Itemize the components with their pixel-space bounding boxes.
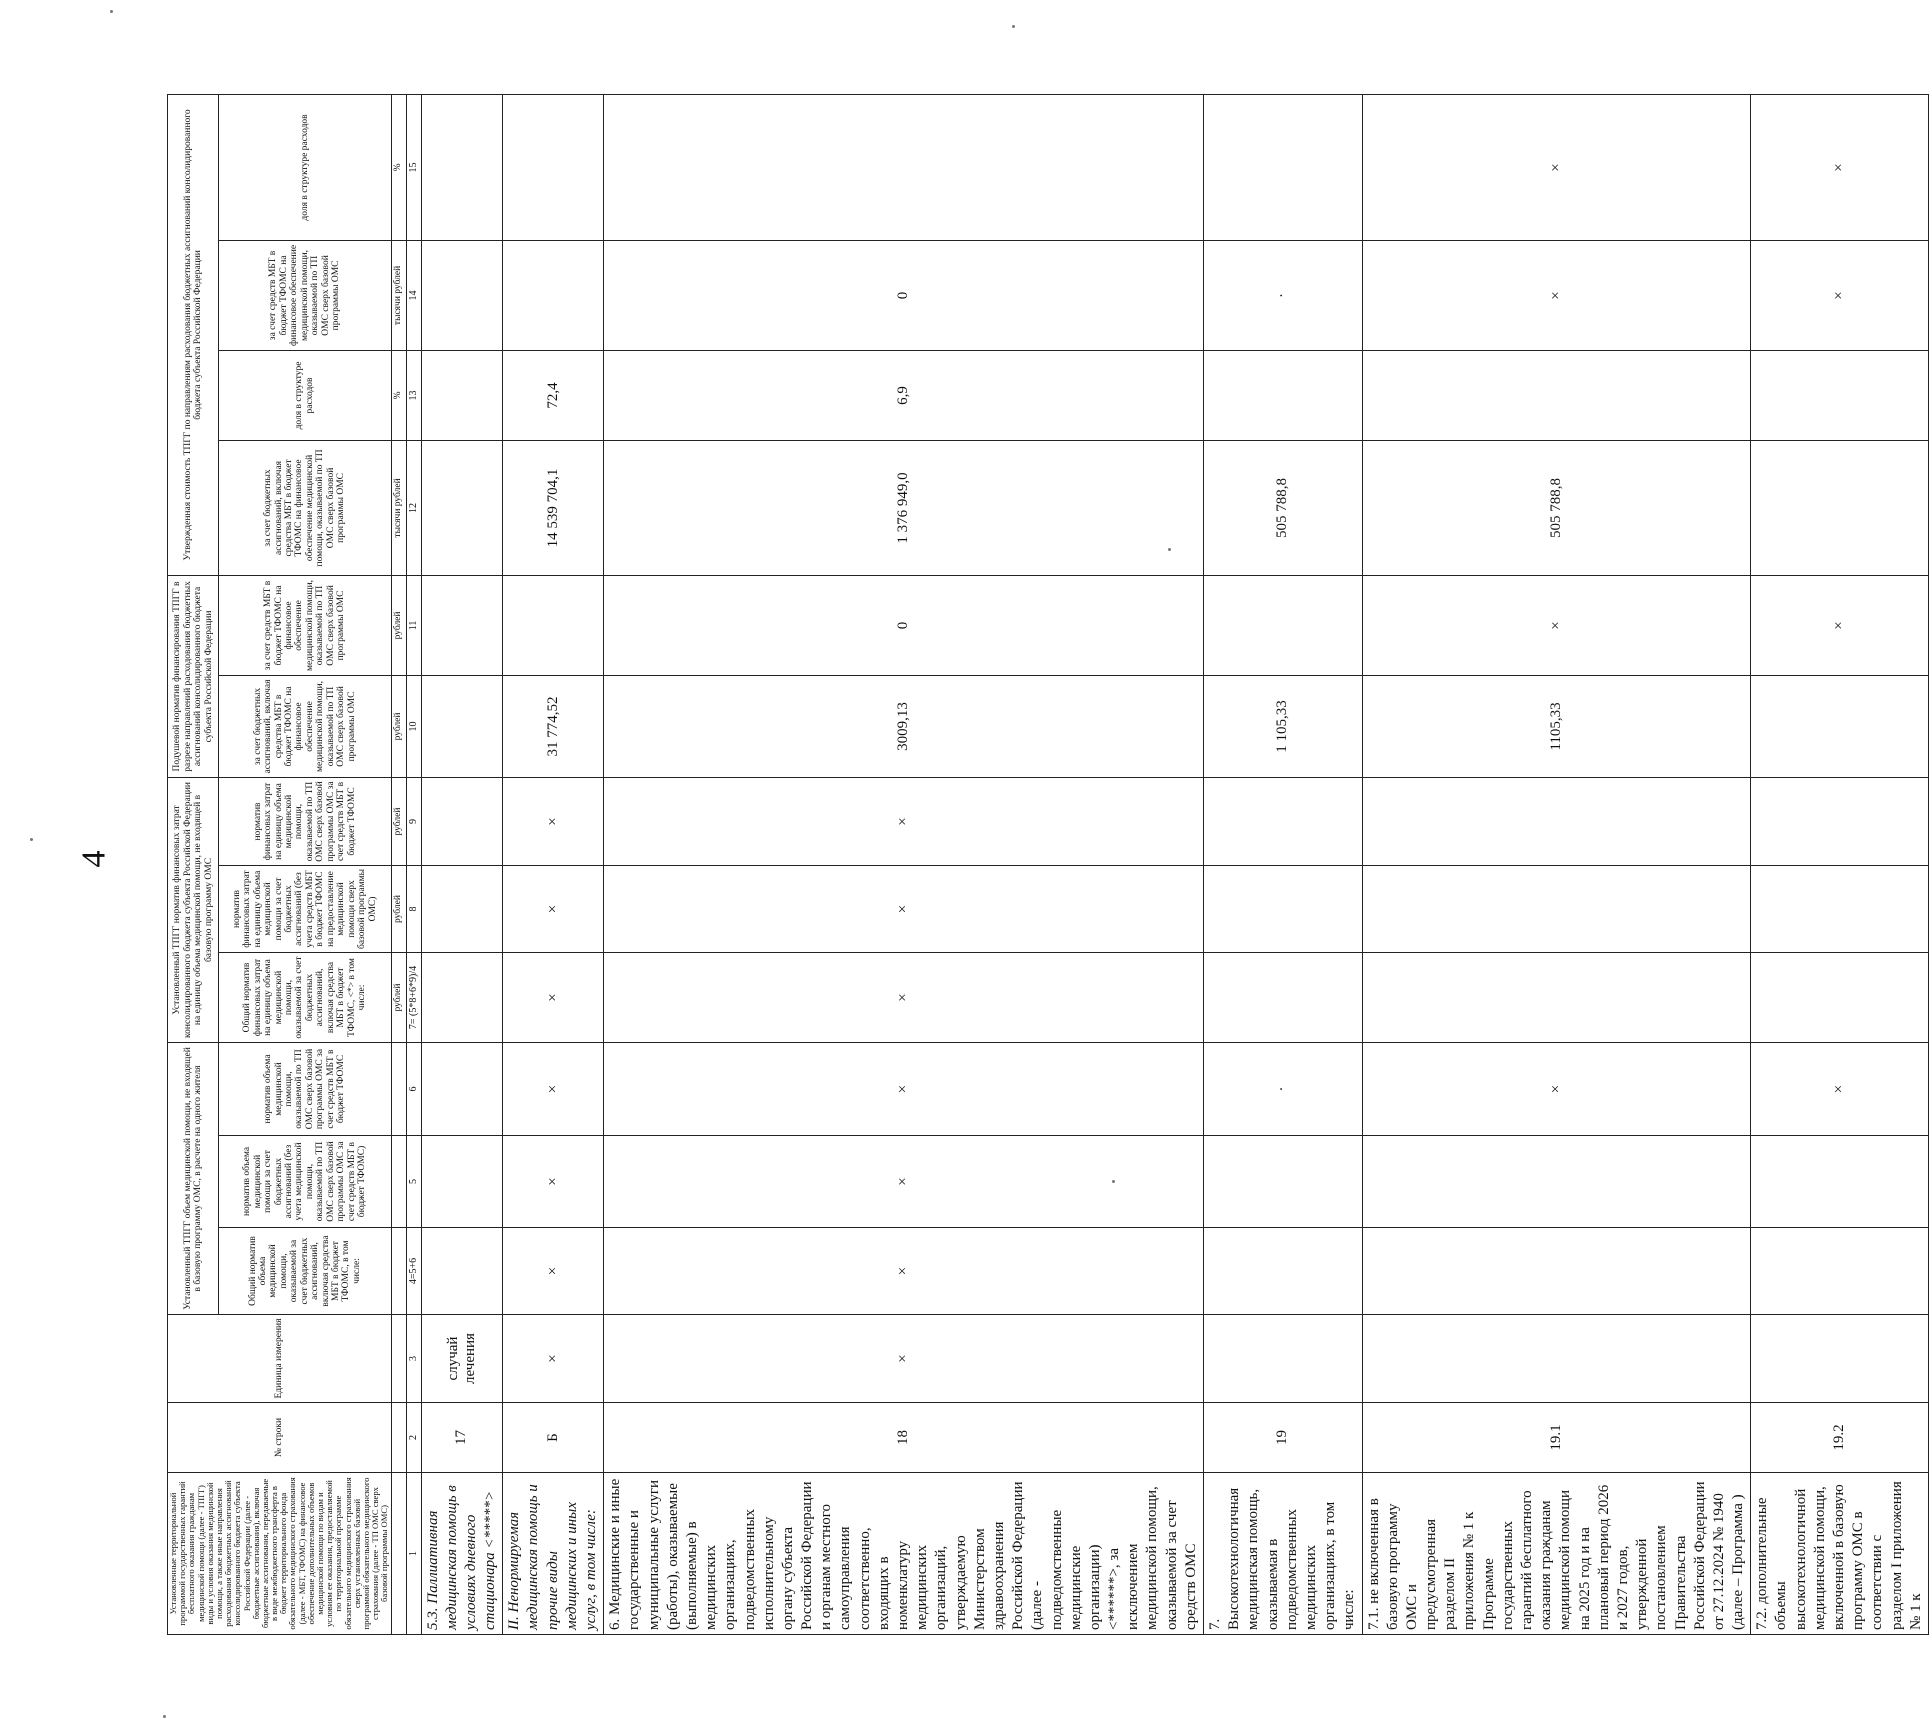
value-cell [1751,1136,1929,1228]
unit-cell [391,1403,406,1473]
row-unit [1362,1315,1751,1403]
unit-cell: % [391,94,406,240]
value-cell: 1 376 949,0 [604,440,1204,575]
header-col-11: за счет средств МБТ в бюджет ТФОМС на финансовое обеспечение медицинской помощи, оказываемой по ТП ОМС сверх базовой программы ОМС [219,575,391,675]
value-cell: × [1751,575,1929,675]
value-cell [1751,953,1929,1043]
column-number: 1 [406,1473,421,1635]
value-cell [1751,777,1929,865]
column-number: 3 [406,1315,421,1403]
value-cell: × [503,866,604,953]
units-row [391,94,406,1634]
value-cell [1204,94,1363,240]
row-number: 19 [1204,1403,1363,1473]
value-cell: × [503,1136,604,1228]
column-number: 10 [406,675,421,777]
value-cell: 0 [604,240,1204,350]
value-cell: · [1204,240,1363,350]
row-label: 5.3. Паллиативная медицинская помощь в условиях дневного стационара <*****> [421,1473,503,1635]
header-col-5: норматив объема медицинской помощи за счет бюджетных ассигнований (без учета медицинской помощи, оказываемой по ТП ОМС сверх базовой программы ОМС за счет средств МБТ в бюджет ТФОМС) [219,1136,391,1228]
value-cell [503,240,604,350]
value-cell [503,575,604,675]
value-cell [421,1228,503,1315]
value-cell: 72,4 [503,350,604,440]
row-number: 19.1 [1362,1403,1751,1473]
header-group-volume: Установленный ТПГГ объем медицинской помощи, не входящей в базовую программу ОМС, в расчете на одного жителя [168,1043,219,1315]
value-cell: × [604,1228,1204,1315]
value-cell: 505 788,8 [1362,440,1751,575]
value-cell: × [1751,240,1929,350]
value-cell [1362,1228,1751,1315]
column-numbers-row [406,94,421,1634]
value-cell: 505 788,8 [1204,440,1363,575]
unit-cell: рублей [391,675,406,777]
value-cell [1204,350,1363,440]
value-cell [421,94,503,240]
table-row [1204,94,1363,1634]
value-cell [1204,866,1363,953]
header-col-7: Общий норматив финансовых затрат на единицу объема медицинской помощи, оказываемой за счет бюджетных ассигнований, включая средства МБТ в бюджет ТФОМС, <*> в том числе: [219,953,391,1043]
financing-table [167,94,1929,1635]
column-number: 5 [406,1136,421,1228]
header-group-norm: Установленный ТПГГ норматив финансовых затрат консолидированного бюджета субъекта Российской Федерации на единицу объема медицинской помощи, не входящей в базовую программу ОМС [168,777,219,1042]
value-cell [421,1043,503,1136]
row-label: II. Ненормируемая медицинская помощь и прочие виды медицинских и иных услуг, в том числе: [503,1473,604,1635]
row-number: 19.2 [1751,1403,1929,1473]
row-unit: × [503,1315,604,1403]
value-cell [421,350,503,440]
unit-cell [391,1315,406,1403]
value-cell: × [1362,240,1751,350]
value-cell [1204,575,1363,675]
column-number: 11 [406,575,421,675]
unit-cell: рублей [391,575,406,675]
value-cell: 31 774,52 [503,675,604,777]
value-cell: 3009,13 [604,675,1204,777]
header-col-8: норматив финансовых затрат на единицу объема медицинской помощи за счет бюджетных ассигнований (без учета средств МБТ в бюджет ТФОМС на предоставление медицинской помощи сверх базовой программы ОМС) [219,866,391,953]
value-cell [1204,1228,1363,1315]
value-cell: · [1204,1043,1363,1136]
table-row [421,94,503,1634]
value-cell: × [503,1228,604,1315]
value-cell [604,94,1204,240]
value-cell [421,866,503,953]
value-cell: 1105,33 [1362,675,1751,777]
value-cell: 1 105,33 [1204,675,1363,777]
value-cell [1751,866,1929,953]
row-label: 6. Медицинские и иные государственные и муниципальные услуги (работы), оказываемые (выполняемые) в медицинских организациях, подведомственных исполнительному органу субъекта Российской Федерации и органам местного самоуправления соответственно, входящих в номенклатуру медицинских организаций, утверждаемую Министерством здравоохранения Российской Федерации (далее - подведомственные медицинские организации) <******>, за исключением медицинской помощи, оказываемой за счет средств ОМС [604,1473,1204,1635]
value-cell: × [1751,94,1929,240]
scan-speck [1012,25,1015,28]
value-cell [503,94,604,240]
value-cell [421,575,503,675]
row-label: 7. Высокотехнологичная медицинская помощь, оказываемая в подведомственных медицинских организациях, в том числе: [1204,1473,1363,1635]
row-label: 7.1. не включенная в базовую программу ОМС и предусмотренная разделом II приложения № 1 к Программе государственных гарантий бесплатного оказания гражданам медицинской помощи на 2025 год и на плановый период 2026 и 2027 годов, утвержденной постановлением Правительства Российской Федерации от 27.12.2024 № 1940 (далее – Программа ) [1362,1473,1751,1635]
unit-cell: рублей [391,866,406,953]
value-cell: × [604,953,1204,1043]
column-number: 9 [406,777,421,865]
header-unit: Единица измерения [168,1315,392,1403]
scan-speck [110,10,113,13]
row-unit: случай лечения [421,1315,503,1403]
column-number: 15 [406,94,421,240]
row-label: 7.2. дополнительные объемы высокотехнологичной медицинской помощи, включенной в базовую программу ОМС в соответствии с разделом I приложения № 1 к [1751,1473,1929,1635]
unit-cell: % [391,350,406,440]
column-number: 14 [406,240,421,350]
header-row-no: № строки [168,1403,392,1473]
header-col-12: за счет бюджетных ассигнований, включая средства МБТ в бюджет ТФОМС на финансовое обеспечение медицинской помощи, оказываемой по ТП ОМС сверх базовой программы ОМС [219,440,391,575]
unit-cell [391,1473,406,1635]
value-cell: × [604,1136,1204,1228]
value-cell: 0 [604,575,1204,675]
value-cell [1362,350,1751,440]
unit-cell: рублей [391,953,406,1043]
value-cell: × [503,953,604,1043]
value-cell: × [1751,1043,1929,1136]
value-cell: × [604,866,1204,953]
table-row [1362,94,1751,1634]
column-number: 8 [406,866,421,953]
table-row [604,94,1204,1634]
table-row [1751,94,1929,1634]
header-col-6: норматив объема медицинской помощи, оказываемой по ТП ОМС сверх базовой программы ОМС за счет средств МБТ в бюджет ТФОМС [219,1043,391,1136]
column-number: 13 [406,350,421,440]
value-cell [1204,777,1363,865]
scan-speck [30,838,33,841]
header-col-9: норматив финансовых затрат на единицу объема медицинской помощи, оказываемой по ТП ОМС сверх базовой программы ОМС за счет средств МБТ в бюджет ТФОМС [219,777,391,865]
value-cell [421,953,503,1043]
header-row-groups [168,94,219,1634]
header-col-13: доля в структуре расходов [219,350,391,440]
value-cell [1751,1228,1929,1315]
value-cell [1751,350,1929,440]
scan-speck [1168,548,1171,551]
value-cell [1204,953,1363,1043]
header-group-per-capita: Подушевой норматив финансирования ТПГГ в разрезе направлений расходования бюджетных ассигнований консолидированного бюджета субъекта Российской Федерации [168,575,219,777]
scan-speck [163,1715,166,1718]
header-col-10: за счет бюджетных ассигнований, включая средства МБТ в бюджет ТФОМС на финансовое обеспечение медицинской помощи, оказываемой по ТП ОМС сверх базовой программы ОМС [219,675,391,777]
value-cell: × [1362,1043,1751,1136]
value-cell [1751,440,1929,575]
column-number: 2 [406,1403,421,1473]
value-cell: × [503,777,604,865]
row-number: 18 [604,1403,1204,1473]
value-cell [421,240,503,350]
value-cell: × [604,1043,1204,1136]
value-cell [421,675,503,777]
value-cell [421,1136,503,1228]
header-col-14: за счет средств МБТ в бюджет ТФОМС на финансовое обеспечение медицинской помощи, оказываемой по ТП ОМС сверх базовой программы ОМС [219,240,391,350]
page-number: 4 [75,850,113,868]
header-stub: Установленные территориальной программой государственных гарантий бесплатного оказания гражданам медицинской помощи (далее - ТПГГ) виды и условия оказания медицинской помощи, а также иные направления расходования бюджетных ассигнований консолидированного бюджета субъекта Российской Федерации (далее - бюджетные ассигнования), включая бюджетные ассигнования, передаваемые в виде межбюджетного трансферта в бюджет территориального фонда обязательного медицинского страхования (далее - МБТ, ТФОМС) на финансовое обеспечение дополнительных объемов медицинской помощи по видам и условиям ее оказания, предоставляемой по территориальной программе обязательного медицинского страхования сверх установленных базовой программой обязательного медицинского страхования (далее - ТП ОМС сверх базовой программы ОМС) [168,1473,392,1635]
value-cell: 14 539 704,1 [503,440,604,575]
row-unit [1204,1315,1363,1403]
unit-cell: тысячи рублей [391,240,406,350]
unit-cell [391,1136,406,1228]
value-cell [421,777,503,865]
row-unit [1751,1315,1929,1403]
value-cell [1362,866,1751,953]
column-number: 6 [406,1043,421,1136]
column-number: 4=5+6 [406,1228,421,1315]
column-number: 12 [406,440,421,575]
value-cell [421,440,503,575]
value-cell [1204,1136,1363,1228]
value-cell: × [1362,575,1751,675]
value-cell [1751,675,1929,777]
value-cell: × [1362,94,1751,240]
row-number: 17 [421,1403,503,1473]
row-unit: × [604,1315,1204,1403]
header-group-cost: Утвержденная стоимость ТПГГ по направлениям расходования бюджетных ассигнований консолидированного бюджета субъекта Российской Федерации [168,94,219,575]
row-number: Б [503,1403,604,1473]
column-number: 7= (5*8+6*9)/4 [406,953,421,1043]
unit-cell: рублей [391,777,406,865]
value-cell: × [503,1043,604,1136]
value-cell [1362,953,1751,1043]
unit-cell: тысячи рублей [391,440,406,575]
value-cell: 6,9 [604,350,1204,440]
header-col-15: доля в структуре расходов [219,94,391,240]
unit-cell [391,1043,406,1136]
table-row [503,94,604,1634]
value-cell [1362,1136,1751,1228]
value-cell [1362,777,1751,865]
header-col-4: Общий норматив объема медицинской помощи, оказываемой за счет бюджетных ассигнований, включая средства МБТ в бюджет ТФОМС, в том числе: [219,1228,391,1315]
value-cell: × [604,777,1204,865]
scan-speck [1112,1180,1115,1183]
rotated-table-wrapper [167,95,1924,1635]
unit-cell [391,1228,406,1315]
